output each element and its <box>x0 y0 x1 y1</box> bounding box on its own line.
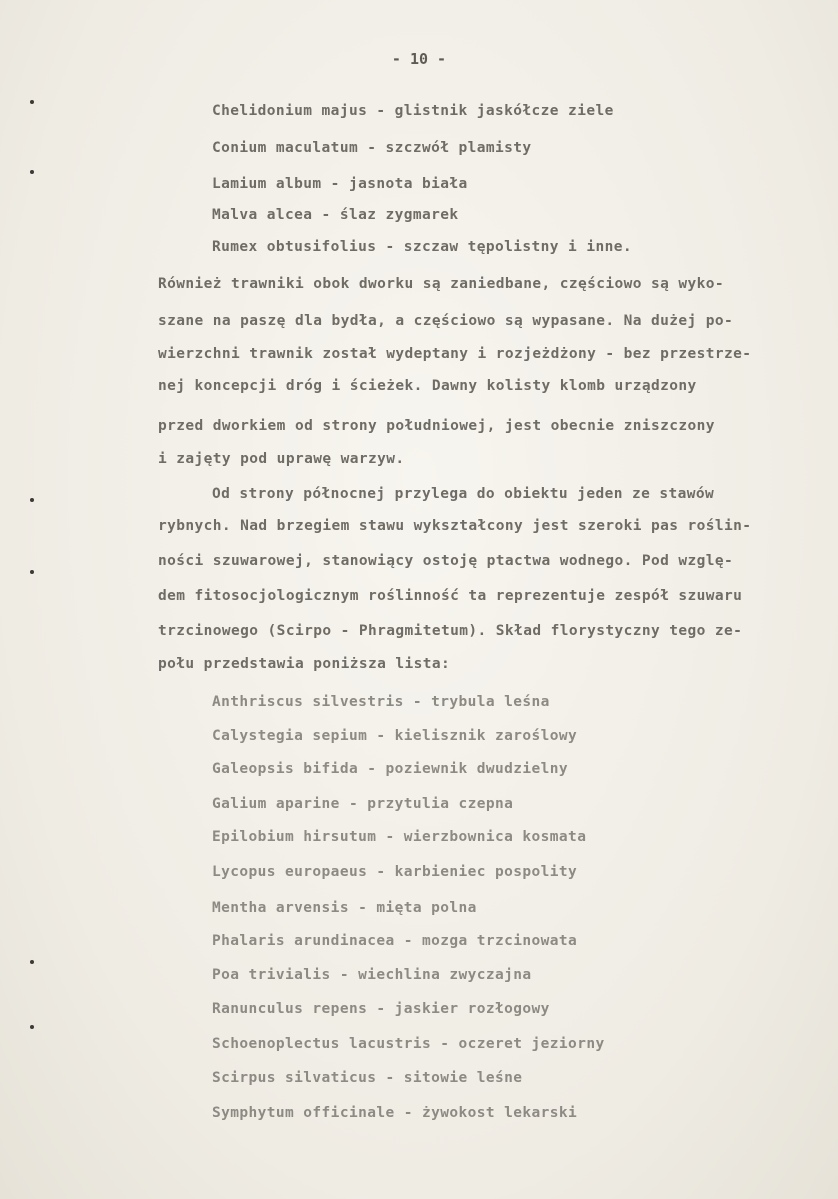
paragraph-line: Również trawniki obok dworku są zaniedbane, częściowo są wyko- <box>158 276 725 292</box>
species-list-item: Conium maculatum - szczwół plamisty <box>212 140 532 156</box>
paragraph-line: nej koncepcji dróg i ścieżek. Dawny kolisty klomb urządzony <box>158 378 697 394</box>
species-list-item: Scirpus silvaticus - sitowie leśne <box>212 1070 523 1086</box>
paragraph-line: przed dworkiem od strony południowej, jest obecnie zniszczony <box>158 418 715 434</box>
punch-hole-mark <box>30 570 34 574</box>
species-list-item: Symphytum officinale - żywokost lekarski <box>212 1105 578 1121</box>
paragraph-line: szane na paszę dla bydła, a częściowo są wypasane. Na dużej po- <box>158 313 734 329</box>
species-list-item: Poa trivialis - wiechlina zwyczajna <box>212 967 532 983</box>
paragraph-line: Od strony północnej przylega do obiektu jeden ze stawów <box>212 486 715 502</box>
species-list-item: Calystegia sepium - kielisznik zaroślowy <box>212 728 578 744</box>
species-list-item: Galium aparine - przytulia czepna <box>212 796 514 812</box>
species-list-item: Lamium album - jasnota biała <box>212 176 468 192</box>
paragraph-line: i zajęty pod uprawę warzyw. <box>158 451 405 467</box>
punch-hole-mark <box>30 100 34 104</box>
species-list-item: Anthriscus silvestris - trybula leśna <box>212 694 550 710</box>
paragraph-line: połu przedstawia poniższa lista: <box>158 656 451 672</box>
paragraph-line: trzcinowego (Scirpo - Phragmitetum). Skład florystyczny tego ze- <box>158 623 743 639</box>
species-list-item: Chelidonium majus - glistnik jaskółcze ziele <box>212 103 614 119</box>
paragraph-line: wierzchni trawnik został wydeptany i rozjeżdżony - bez przestrze- <box>158 346 752 362</box>
species-list-item: Lycopus europaeus - karbieniec pospolity <box>212 864 578 880</box>
species-list-item: Phalaris arundinacea - mozga trzcinowata <box>212 933 578 949</box>
paragraph-line: rybnych. Nad brzegiem stawu wykształcony jest szeroki pas roślin- <box>158 518 752 534</box>
punch-hole-mark <box>30 170 34 174</box>
species-list-item: Schoenoplectus lacustris - oczeret jeziorny <box>212 1036 605 1052</box>
punch-hole-mark <box>30 498 34 502</box>
paragraph-line: dem fitosocjologicznym roślinność ta reprezentuje zespół szuwaru <box>158 588 743 604</box>
species-list-item: Ranunculus repens - jaskier rozłogowy <box>212 1001 550 1017</box>
punch-hole-mark <box>30 1025 34 1029</box>
species-list-item: Malva alcea - ślaz zygmarek <box>212 207 459 223</box>
species-list-item: Mentha arvensis - mięta polna <box>212 900 477 916</box>
punch-hole-mark <box>30 960 34 964</box>
paragraph-line: ności szuwarowej, stanowiący ostoję ptactwa wodnego. Pod wzglę- <box>158 553 734 569</box>
page-number: - 10 - <box>391 50 447 68</box>
species-list-item: Galeopsis bifida - poziewnik dwudzielny <box>212 761 569 777</box>
species-list-item: Rumex obtusifolius - szczaw tępolistny i inne. <box>212 239 632 255</box>
species-list-item: Epilobium hirsutum - wierzbownica kosmata <box>212 829 587 845</box>
